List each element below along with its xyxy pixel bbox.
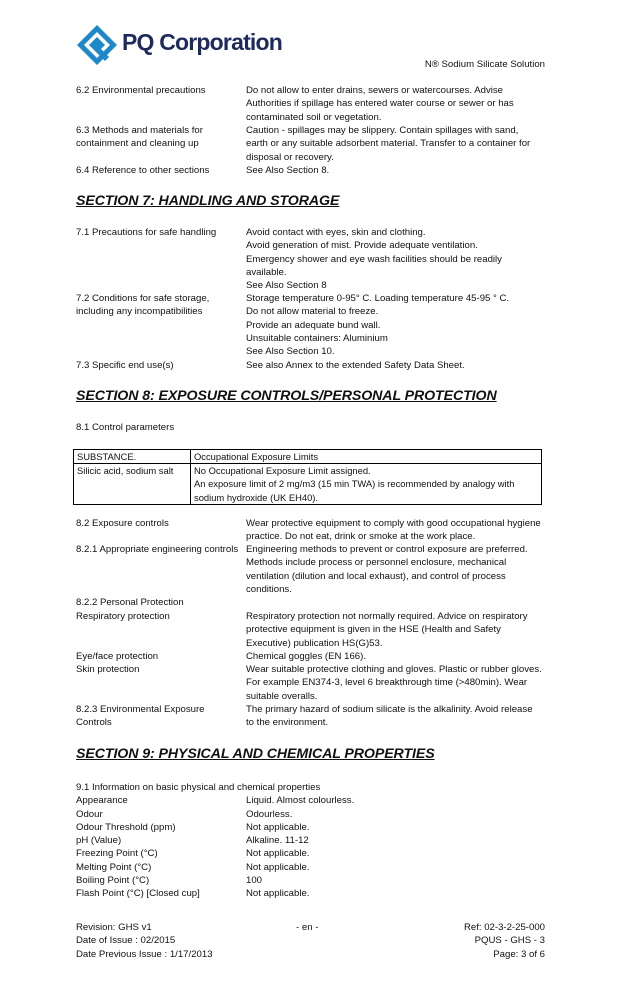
row-value: See also Annex to the extended Safety Data Sheet. xyxy=(246,360,465,371)
footer-doc-code: PQUS - GHS - 3 xyxy=(474,935,545,947)
list-item xyxy=(76,834,546,847)
property-name: pH (Value) xyxy=(76,835,122,847)
limit-line-2: An exposure limit of 2 mg/m3 (15 min TWA) is recommended by analogy with sodium hydroxide (UK EH40). xyxy=(194,478,515,503)
row-value: Respiratory protection not normally required. Advice on respiratory protective equipment is given in the HSE (Health and Safety Executive) publication HS(G)53. xyxy=(246,611,528,649)
row-label: 6.4 Reference to other sections xyxy=(76,165,210,176)
properties-intro xyxy=(76,781,546,794)
row-value: Wear protective equipment to comply with good occupational hygiene practice. Do not eat, drink or smoke at the work place. xyxy=(246,518,541,543)
footer-ref: Ref: 02-3-2-25-000 xyxy=(463,922,545,933)
footer-issue-date: Date of Issue : 02/2015 xyxy=(76,935,176,947)
row-value: The primary hazard of sodium silicate is the alkalinity. Avoid release to the environment. xyxy=(246,704,533,729)
row-label: 8.2.3 Environmental Exposure Controls xyxy=(76,704,205,729)
product-name: N® Sodium Silicate Solution xyxy=(424,59,545,70)
row-label: 7.2 Conditions for safe storage, including any incompatibilities xyxy=(76,293,210,318)
row-label: 6.3 Methods and materials for containment and cleaning up xyxy=(76,125,203,150)
row-label: Skin protection xyxy=(76,664,140,675)
list-item xyxy=(76,874,546,887)
footer-language: - en - xyxy=(296,922,319,933)
table-row xyxy=(74,464,542,505)
table-header-row xyxy=(74,450,542,464)
property-value: Not applicable. xyxy=(246,821,310,833)
property-name: Melting Point (°C) xyxy=(76,861,152,873)
property-name: Odour xyxy=(76,808,103,820)
row-value: Engineering methods to prevent or control exposure are preferred. Methods include process or personnel enclosure, mechanical ventilation (dilution and local exhaust), and control of process conditions. xyxy=(246,544,528,595)
row-value: Avoid contact with eyes, skin and clothing. Avoid generation of mist. Provide adequate ventilation. Emergency shower and eye wash facilities should be readily available. See Also Section 8 xyxy=(246,227,502,292)
row-label: 8.2 Exposure controls xyxy=(76,518,169,529)
footer-page-number: Page: 3 of 6 xyxy=(493,948,545,960)
company-name: PQ Corporation xyxy=(122,29,283,55)
section-9-title: SECTION 9: PHYSICAL AND CHEMICAL PROPERTIES xyxy=(76,746,435,762)
footer-revision: Revision: GHS v1 xyxy=(76,922,152,933)
control-parameters-label: 8.1 Control parameters xyxy=(76,422,175,433)
property-value: Odourless. xyxy=(246,808,293,820)
section-7-title: SECTION 7: HANDLING AND STORAGE xyxy=(76,193,340,209)
property-value: Not applicable. xyxy=(246,861,310,873)
row-label: 8.2.2 Personal Protection xyxy=(76,597,184,608)
row-value: Do not allow to enter drains, sewers or watercourses. Advise Authorities if spillage has entered water course or sewer or has contaminated soil or vegetation. xyxy=(246,85,514,123)
property-name: Flash Point (°C) [Closed cup] xyxy=(76,888,200,900)
list-item xyxy=(76,887,546,900)
row-label: Respiratory protection xyxy=(76,611,170,622)
exposure-limits-table xyxy=(73,449,542,505)
row-label: 7.1 Precautions for safe handling xyxy=(76,227,217,238)
properties-list xyxy=(76,781,546,901)
section-8-title: SECTION 8: EXPOSURE CONTROLS/PERSONAL PROTECTION xyxy=(76,388,497,404)
row-label: 8.2.1 Appropriate engineering controls xyxy=(76,544,239,555)
list-item xyxy=(76,794,546,807)
row-label: Eye/face protection xyxy=(76,651,159,662)
row-value: Storage temperature 0-95° C. Loading temperature 45-95 ° C. Do not allow material to freeze. Provide an adequate bund wall. Unsuitable containers: Aluminium See Also Section 10. xyxy=(246,293,510,358)
company-logo xyxy=(76,22,306,68)
table-cell-limits xyxy=(191,464,542,505)
limit-line-1: No Occupational Exposure Limit assigned. xyxy=(194,465,371,477)
property-value: Alkaline. 11-12 xyxy=(246,835,309,847)
row-value: Caution - spillages may be slippery. Contain spillages with sand, earth or any suitable adsorbent material. Transfer to a container for disposal or recovery. xyxy=(246,125,531,163)
property-value: 100 xyxy=(246,875,263,887)
property-name: Odour Threshold (ppm) xyxy=(76,821,176,833)
footer-left xyxy=(76,921,213,961)
row-label: 7.3 Specific end use(s) xyxy=(76,360,174,371)
footer-right xyxy=(464,921,545,961)
row-label: 6.2 Environmental precautions xyxy=(76,85,206,96)
property-name: Boiling Point (°C) xyxy=(76,875,150,887)
list-item xyxy=(76,808,546,821)
properties-intro-text: 9.1 Information on basic physical and chemical properties xyxy=(76,782,321,793)
list-item xyxy=(76,861,546,874)
footer-previous-issue: Date Previous Issue : 1/17/2013 xyxy=(76,948,213,960)
row-value: Chemical goggles (EN 166). xyxy=(246,651,366,662)
row-value: Wear suitable protective clothing and gloves. Plastic or rubber gloves. For example EN374-3, level 6 breakthrough time (>480min). Wear suitable overalls. xyxy=(246,664,542,702)
property-value: Not applicable. xyxy=(246,888,310,900)
pq-logo-icon xyxy=(76,24,118,66)
property-value: Not applicable. xyxy=(246,848,310,860)
list-item xyxy=(76,847,546,860)
list-item xyxy=(76,821,546,834)
table-cell-substance: Silicic acid, sodium salt xyxy=(74,464,191,505)
row-value: See Also Section 8. xyxy=(246,165,330,176)
property-name: Freezing Point (°C) xyxy=(76,848,158,860)
table-header-substance: SUBSTANCE. xyxy=(74,450,191,464)
table-header-limits: Occupational Exposure Limits xyxy=(191,450,542,464)
property-value: Liquid. Almost colourless. xyxy=(246,795,355,807)
property-name: Appearance xyxy=(76,795,128,807)
